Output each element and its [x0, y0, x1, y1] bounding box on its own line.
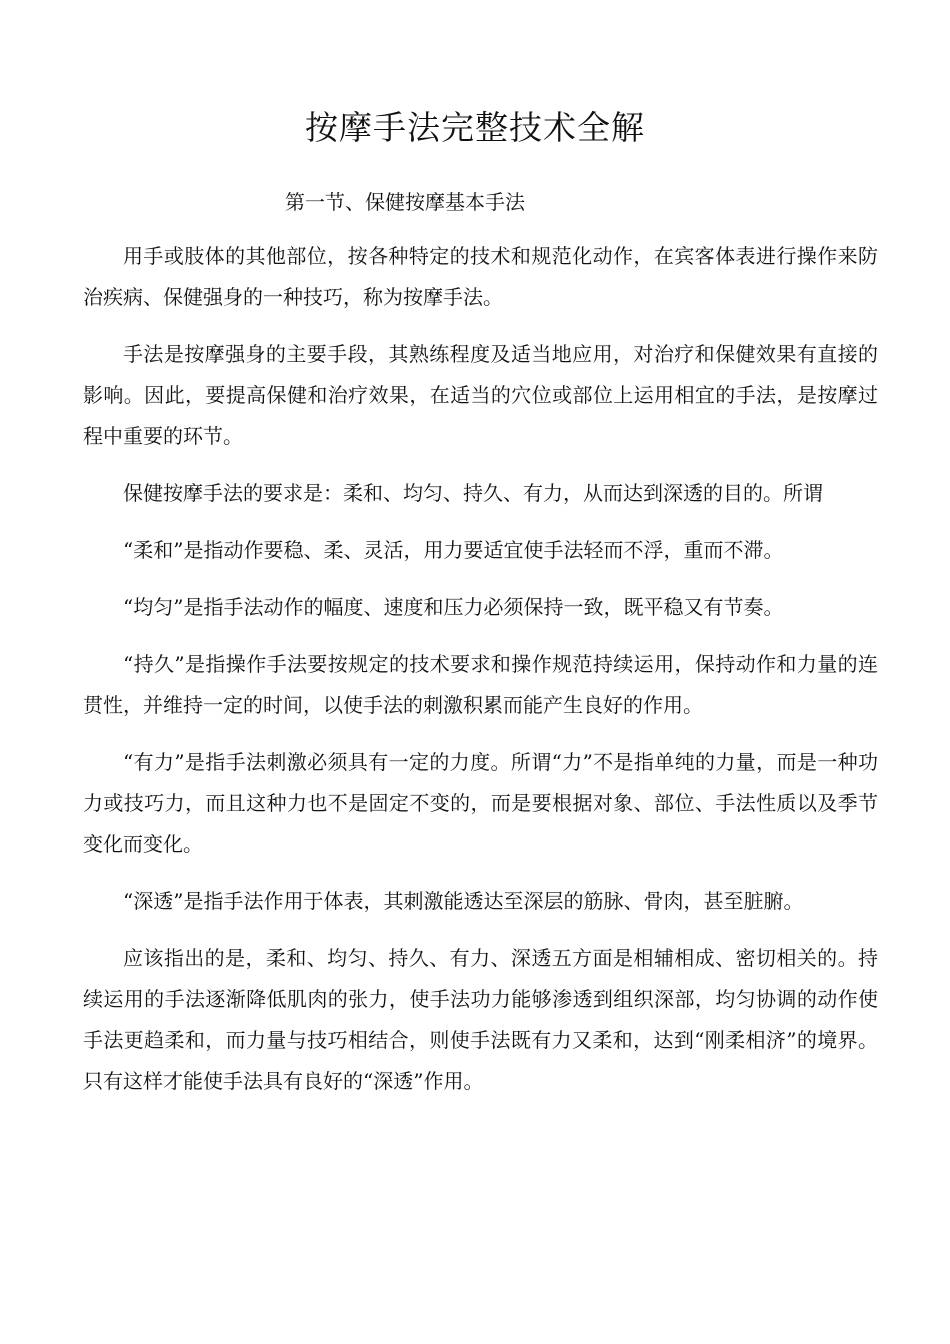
- paragraph-penetrating: “深透”是指手法作用于体表，其刺激能透达至深层的筋脉、骨肉，甚至脏腑。: [123, 889, 804, 913]
- paragraph-requirements: 保健按摩手法的要求是：柔和、均匀、持久、有力，从而达到深透的目的。所谓: [123, 481, 823, 505]
- paragraph-lasting: “持久”是指操作手法要按规定的技术要求和操作规范持续运用，保持动作和力量的连贯性，并维持一定的时间，以使手法的刺激积累而能产生良好的作用。: [83, 652, 878, 717]
- document-body: [83, 236, 878, 1118]
- paragraph-summary: 应该指出的是，柔和、均匀、持久、有力、深透五方面是相辅相成、密切相关的。持续运用的手法逐渐降低肌肉的张力，使手法功力能够渗透到组织深部，均匀协调的动作使手法更趋柔和，而力量与技巧相结合，则使手法既有力又柔和，达到“刚柔相济”的境界。只有这样才能使手法具有良好的“深透”作用。: [83, 946, 878, 1093]
- paragraph-definition: 用手或肢体的其他部位，按各种特定的技术和规范化动作，在宾客体表进行操作来防治疾病、保健强身的一种技巧，称为按摩手法。: [83, 244, 878, 309]
- section-heading: 第一节、保健按摩基本手法: [285, 190, 525, 214]
- paragraph-forceful: “有力”是指手法刺激必须具有一定的力度。所谓“力”不是指单纯的力量，而是一种功力或技巧力，而且这种力也不是固定不变的，而是要根据对象、部位、手法性质以及季节变化而变化。: [83, 750, 878, 856]
- paragraph-importance: 手法是按摩强身的主要手段，其熟练程度及适当地应用，对治疗和保健效果有直接的影响。因此，要提高保健和治疗效果，在适当的穴位或部位上运用相宜的手法，是按摩过程中重要的环节。: [83, 342, 878, 448]
- paragraph-soft: “柔和”是指动作要稳、柔、灵活，用力要适宜使手法轻而不浮，重而不滞。: [123, 538, 784, 562]
- paragraph-even: “均匀”是指手法动作的幅度、速度和压力必须保持一致，既平稳又有节奏。: [123, 595, 784, 619]
- document-title: 按摩手法完整技术全解: [305, 108, 645, 147]
